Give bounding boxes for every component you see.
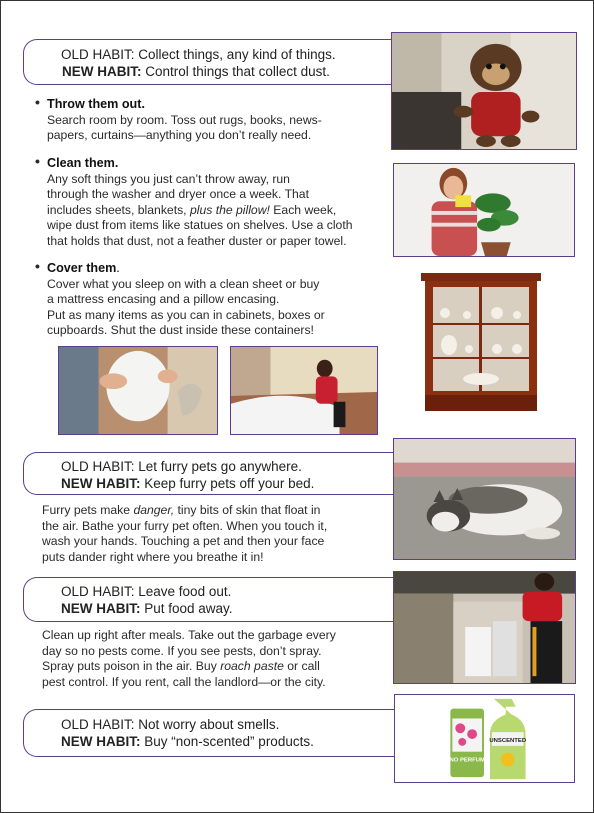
- bullet-clean: [35, 153, 387, 250]
- svg-text:UNSCENTED: UNSCENTED: [489, 737, 527, 744]
- heading-text: Cover them: [47, 261, 117, 275]
- text-run: or call: [283, 659, 320, 674]
- text-run: Spray puts poison in the air. Buy: [42, 659, 221, 674]
- old-habit-text: OLD HABIT: Not worry about smells.: [61, 717, 280, 732]
- bullet-line: a mattress encasing and a pillow encasing.: [47, 292, 280, 307]
- bullet-line: cupboards. Shut the dust inside these containers!: [47, 323, 314, 338]
- heading-suffix: .: [116, 261, 120, 275]
- bullet-line: [47, 203, 387, 219]
- unscented-products-photo: [394, 694, 575, 783]
- paragraph-line: pest control. If you rent, call the landlord—or the city.: [42, 674, 326, 689]
- pillow-encasing-photo: [58, 346, 218, 435]
- new-habit-line: [61, 63, 395, 80]
- bullet-line: through the washer and dryer once a week. That: [47, 187, 309, 202]
- bullet-line: that holds that dust, not a feather duster or paper towel.: [47, 233, 347, 248]
- paragraph-line: puts dander right where you breathe it in!: [42, 549, 264, 564]
- habit-box-food: [23, 577, 395, 622]
- woman-wiping-plant-photo: [393, 163, 575, 257]
- bullet-heading: Throw them out.: [47, 97, 145, 111]
- bullet-dot: •: [35, 258, 40, 274]
- paragraph-line: wash your hands. Touching a pet and then your face: [42, 534, 325, 549]
- emphasis-text: roach paste: [220, 659, 284, 674]
- bullet-throw-out: [35, 94, 387, 144]
- habit-box-collect: [23, 39, 395, 85]
- new-habit-label: NEW HABIT:: [62, 64, 142, 79]
- bullet-line: wipe dust from items like statues on shelves. Use a cloth: [47, 218, 353, 233]
- new-habit-label: NEW HABIT:: [61, 734, 141, 749]
- bullet-line: papers, curtains—anything you don’t really need.: [47, 128, 312, 143]
- bullet-heading: [47, 261, 387, 277]
- svg-text:NO PERFUM: NO PERFUM: [449, 757, 485, 764]
- text-run: includes sheets, blankets,: [47, 202, 190, 217]
- bullet-line: Search room by room. Toss out rugs, books, news-: [47, 112, 322, 127]
- bullet-dot: •: [35, 94, 40, 110]
- new-habit-label: NEW HABIT:: [61, 601, 141, 616]
- bullet-dot: •: [35, 153, 40, 169]
- text-run: Furry pets make: [42, 503, 134, 517]
- paragraph-line: Clean up right after meals. Take out the garbage every: [42, 628, 336, 642]
- pets-paragraph: [42, 503, 392, 565]
- new-habit-text: Control things that collect dust.: [141, 64, 330, 79]
- bullet-line: Any soft things you just can’t throw away, run: [47, 171, 290, 186]
- new-habit-line: [61, 733, 395, 750]
- habit-box-smells: [23, 709, 395, 757]
- text-run: tiny bits of skin that float in: [174, 503, 321, 517]
- bullet-line: Cover what you sleep on with a clean sheet or buy: [47, 276, 320, 291]
- food-paragraph: [42, 628, 392, 690]
- stuffed-monkey-photo: [391, 32, 577, 150]
- old-habit-text: OLD HABIT: Collect things, any kind of things.: [61, 47, 336, 62]
- new-habit-text: Keep furry pets off your bed.: [140, 476, 315, 491]
- emphasis-text: danger,: [133, 503, 175, 517]
- text-run: Each week,: [269, 202, 337, 217]
- new-habit-text: Put food away.: [140, 601, 233, 616]
- paragraph-line: day so no pests come. If you see pests, don’t spray.: [42, 643, 322, 658]
- habit-box-pets: [23, 452, 395, 495]
- garbage-bin-photo: [393, 571, 576, 684]
- new-habit-label: NEW HABIT:: [61, 476, 141, 491]
- bullet-cover: [35, 258, 387, 339]
- bullet-heading: Clean them.: [47, 156, 119, 170]
- new-habit-line: [61, 600, 395, 617]
- new-habit-line: [61, 475, 395, 492]
- paragraph-line: [42, 659, 392, 675]
- woman-making-bed-photo: [230, 346, 378, 435]
- old-habit-text: OLD HABIT: Let furry pets go anywhere.: [61, 459, 302, 474]
- paragraph-line: the air. Bathe your furry pet often. When you touch it,: [42, 518, 328, 533]
- china-cabinet-photo: [417, 271, 545, 419]
- bullet-line: Put as many items as you can in cabinets, boxes or: [47, 307, 325, 322]
- new-habit-text: Buy “non-scented” products.: [140, 734, 314, 749]
- emphasis-text: plus the pillow!: [189, 202, 270, 217]
- paragraph-line: [42, 503, 392, 519]
- sleeping-husky-photo: [393, 438, 576, 560]
- old-habit-text: OLD HABIT: Leave food out.: [61, 584, 232, 599]
